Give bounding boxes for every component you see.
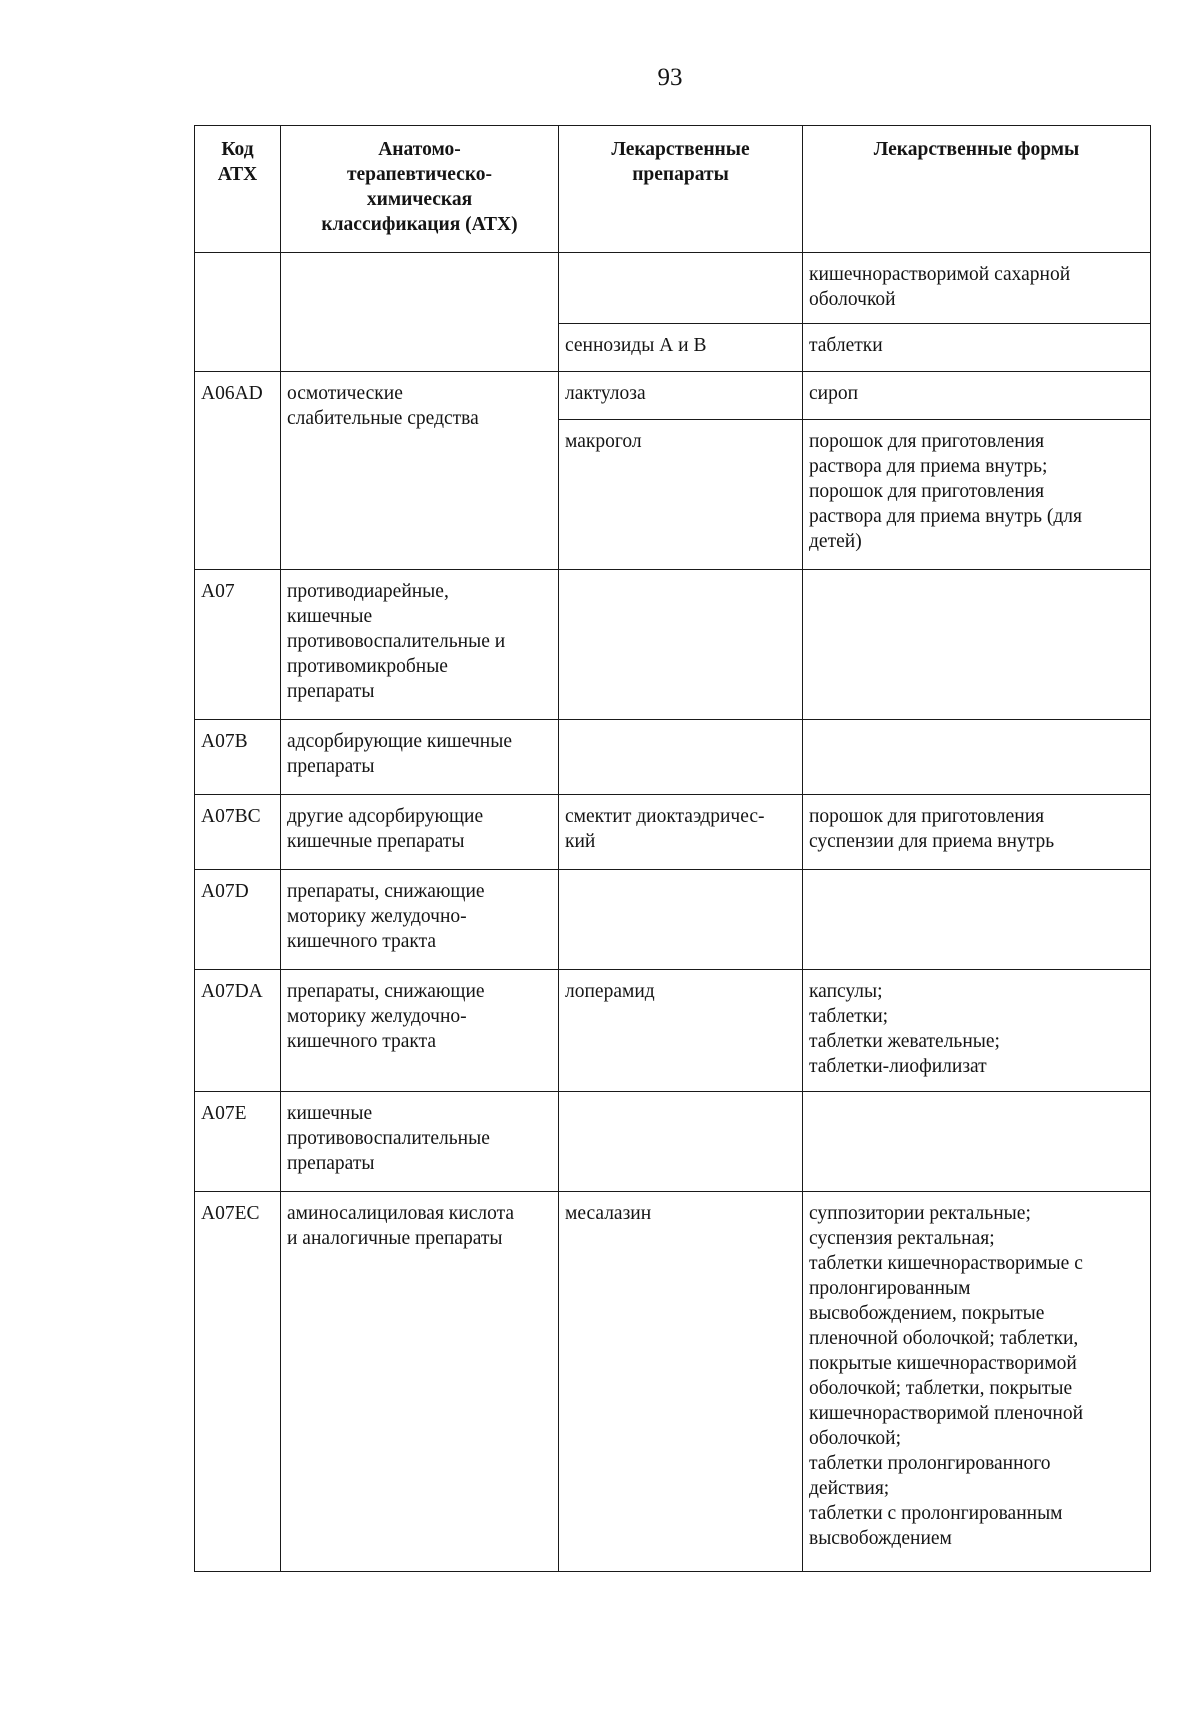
cell-code: A07D xyxy=(195,870,281,970)
header-atc-classification: Анатомо- терапевтическо- химическая классификация (АТХ) xyxy=(281,126,559,253)
cell-form: порошок для приготовления суспензии для приема внутрь xyxy=(803,795,1151,870)
cell-code: A07B xyxy=(195,720,281,795)
cell-code: A07 xyxy=(195,570,281,720)
cell-drug: лоперамид xyxy=(559,970,803,1092)
cell-form: таблетки xyxy=(803,324,1151,372)
cell-atc: осмотические слабительные средства xyxy=(281,372,559,570)
cell-drug xyxy=(559,720,803,795)
cell-atc: препараты, снижающие моторику желудочно- кишечного тракта xyxy=(281,870,559,970)
cell-form xyxy=(803,1092,1151,1192)
table-row xyxy=(195,970,1151,1092)
table-row xyxy=(195,1192,1151,1572)
cell-code: A07EC xyxy=(195,1192,281,1572)
cell-atc: препараты, снижающие моторику желудочно- кишечного тракта xyxy=(281,970,559,1092)
cell-atc: другие адсорбирующие кишечные препараты xyxy=(281,795,559,870)
atc-table xyxy=(194,125,1151,1572)
cell-form: суппозитории ректальные; суспензия ректальная; таблетки кишечнорастворимые с пролонгированным высвобождением, покрытые пленочной оболочкой; таблетки, покрытые кишечнорастворимой оболочкой; таблетки, покрытые кишечнорастворимой пленочной оболочкой; таблетки пролонгированного действия; таблетки с пролонгированным высвобождением xyxy=(803,1192,1151,1572)
cell-drug: макрогол xyxy=(559,420,803,570)
header-code: Код АТХ xyxy=(195,126,281,253)
cell-code: A07E xyxy=(195,1092,281,1192)
cell-drug: сеннозиды А и В xyxy=(559,324,803,372)
cell-form: кишечнорастворимой сахарной оболочкой xyxy=(803,253,1151,324)
cell-drug xyxy=(559,870,803,970)
cell-code: A07DA xyxy=(195,970,281,1092)
cell-form: сироп xyxy=(803,372,1151,420)
table-row xyxy=(195,372,1151,420)
cell-form: капсулы; таблетки; таблетки жевательные; таблетки-лиофилизат xyxy=(803,970,1151,1092)
table-row xyxy=(195,720,1151,795)
header-drugs: Лекарственные препараты xyxy=(559,126,803,253)
cell-drug: месалазин xyxy=(559,1192,803,1572)
cell-form xyxy=(803,870,1151,970)
table-row xyxy=(195,570,1151,720)
cell-atc: кишечные противовоспалительные препараты xyxy=(281,1092,559,1192)
cell-drug: лактулоза xyxy=(559,372,803,420)
table-row xyxy=(195,870,1151,970)
table-row xyxy=(195,1092,1151,1192)
cell-drug xyxy=(559,1092,803,1192)
table-body xyxy=(195,253,1151,1572)
table-row xyxy=(195,253,1151,324)
cell-code xyxy=(195,253,281,372)
cell-atc: адсорбирующие кишечные препараты xyxy=(281,720,559,795)
table-header xyxy=(195,126,1151,253)
cell-atc: аминосалициловая кислота и аналогичные препараты xyxy=(281,1192,559,1572)
cell-drug: смектит диоктаэдричес- кий xyxy=(559,795,803,870)
cell-drug xyxy=(559,570,803,720)
header-dosage-forms: Лекарственные формы xyxy=(803,126,1151,253)
cell-form xyxy=(803,570,1151,720)
cell-form: порошок для приготовления раствора для приема внутрь; порошок для приготовления раствора для приема внутрь (для детей) xyxy=(803,420,1151,570)
cell-atc xyxy=(281,253,559,372)
cell-code: A06AD xyxy=(195,372,281,570)
cell-drug xyxy=(559,253,803,324)
header-row xyxy=(195,126,1151,253)
cell-atc: противодиарейные, кишечные противовоспалительные и противомикробные препараты xyxy=(281,570,559,720)
table-row xyxy=(195,795,1151,870)
page-number: 93 xyxy=(657,64,683,91)
cell-form xyxy=(803,720,1151,795)
cell-code: A07BC xyxy=(195,795,281,870)
